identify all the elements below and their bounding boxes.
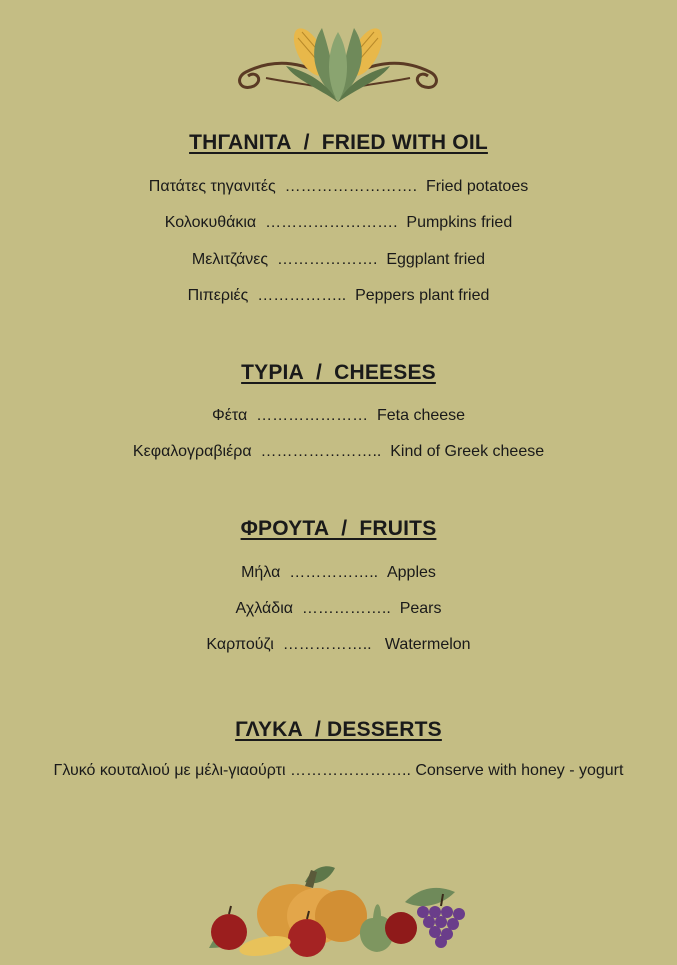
menu-item: Γλυκό κουταλιού με μέλι-γιαούρτι ………………….. Conserve with honey - yogurt: [53, 762, 624, 779]
menu-item: Αχλάδια …………….. Pears: [235, 600, 442, 617]
section-heading: ΤΥΡΙΑ / CHEESES: [241, 361, 436, 384]
menu-item: Μελιτζάνες ………………. Eggplant fried: [191, 251, 486, 268]
section-fried: [0, 131, 677, 155]
menu-item: Φέτα ………………… Feta cheese: [211, 407, 466, 424]
bottom-ornament: [205, 862, 485, 960]
top-ornament: [0, 0, 677, 120]
section-desserts: [0, 718, 677, 742]
section-heading: ΓΛΥΚΑ / DESSERTS: [235, 718, 442, 741]
menu-item: Μήλα …………….. Apples: [241, 564, 436, 581]
menu-item: Κολοκυθάκια ……………………. Pumpkins fried: [164, 214, 513, 231]
corn-icon: [226, 22, 450, 106]
menu-item: Καρπούζι …………….. Watermelon: [206, 636, 471, 653]
section-heading: ΤΗΓΑΝΙΤΑ / FRIED WITH OIL: [189, 131, 488, 154]
section-fruits: [0, 517, 677, 541]
section-cheeses: [0, 361, 677, 385]
section-heading: ΦΡΟΥΤΑ / FRUITS: [240, 517, 437, 540]
menu-item: Κεφαλογραβιέρα ………………….. Kind of Greek cheese: [132, 443, 545, 460]
menu-item: Πατάτες τηγανιτές ……………………. Fried potatoes: [148, 178, 529, 195]
menu-item: Πιπεριές …………….. Peppers plant fried: [187, 287, 490, 304]
fruit-basket-icon: [205, 862, 485, 960]
